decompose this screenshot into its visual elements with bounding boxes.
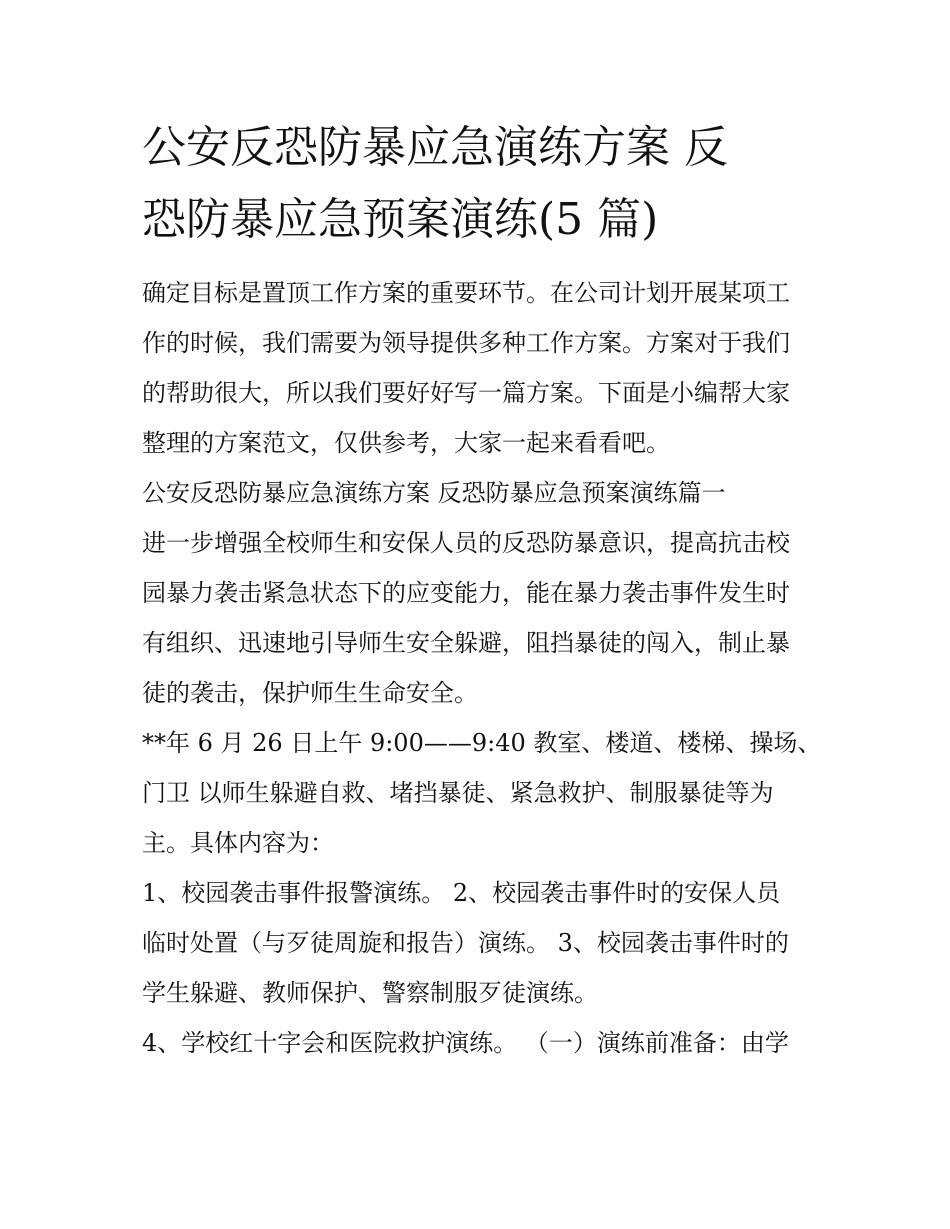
purpose-line: 徒的袭击，保护师生生命安全。 xyxy=(142,679,478,707)
intro-line: 作的时候，我们需要为领导提供多种工作方案。方案对于我们 xyxy=(142,329,790,357)
items-line: 1、校园袭击事件报警演练。 2、校园袭击事件时的安保人员 xyxy=(142,879,781,907)
document-title xyxy=(142,112,814,256)
time-location-paragraph xyxy=(142,718,822,868)
section-heading xyxy=(142,468,814,518)
section-heading-line: 公安反恐防暴应急演练方案 反恐防暴应急预案演练篇一 xyxy=(142,479,726,507)
time-line: 主。具体内容为： xyxy=(142,829,334,857)
intro-line: 确定目标是置顶工作方案的重要环节。在公司计划开展某项工 xyxy=(142,279,790,307)
items-paragraph xyxy=(142,868,814,1018)
purpose-line: 有组织、迅速地引导师生安全躲避，阻挡暴徒的闯入，制止暴 xyxy=(142,629,790,657)
purpose-paragraph xyxy=(142,518,814,718)
title-line: 恐防暴应急预案演练(5 篇) xyxy=(142,194,659,245)
purpose-line: 园暴力袭击紧急状态下的应变能力，能在暴力袭击事件发生时 xyxy=(142,579,790,607)
document-content xyxy=(142,112,822,1068)
items-line: 临时处置（与歹徒周旋和报告）演练。 3、校园袭击事件时的 xyxy=(142,929,789,957)
time-line: 门卫 以师生躲避自救、堵挡暴徒、紧急救护、制服暴徒等为 xyxy=(142,779,774,807)
intro-line: 整理的方案范文，仅供参考，大家一起来看看吧。 xyxy=(142,429,670,457)
time-line: **年 6 月 26 日上午 9:00——9:40 教室、楼道、楼梯、操场、 xyxy=(142,729,822,757)
item4-paragraph xyxy=(142,1018,814,1068)
item4-line: 4、学校红十字会和医院救护演练。 （一）演练前准备：由学 xyxy=(142,1029,789,1057)
purpose-line: 进一步增强全校师生和安保人员的反恐防暴意识，提高抗击校 xyxy=(142,529,790,557)
items-line: 学生躲避、教师保护、警察制服歹徒演练。 xyxy=(142,979,598,1007)
title-line: 公安反恐防暴应急演练方案 反 xyxy=(142,122,728,173)
intro-line: 的帮助很大，所以我们要好好写一篇方案。下面是小编帮大家 xyxy=(142,379,790,407)
intro-paragraph xyxy=(142,268,814,468)
